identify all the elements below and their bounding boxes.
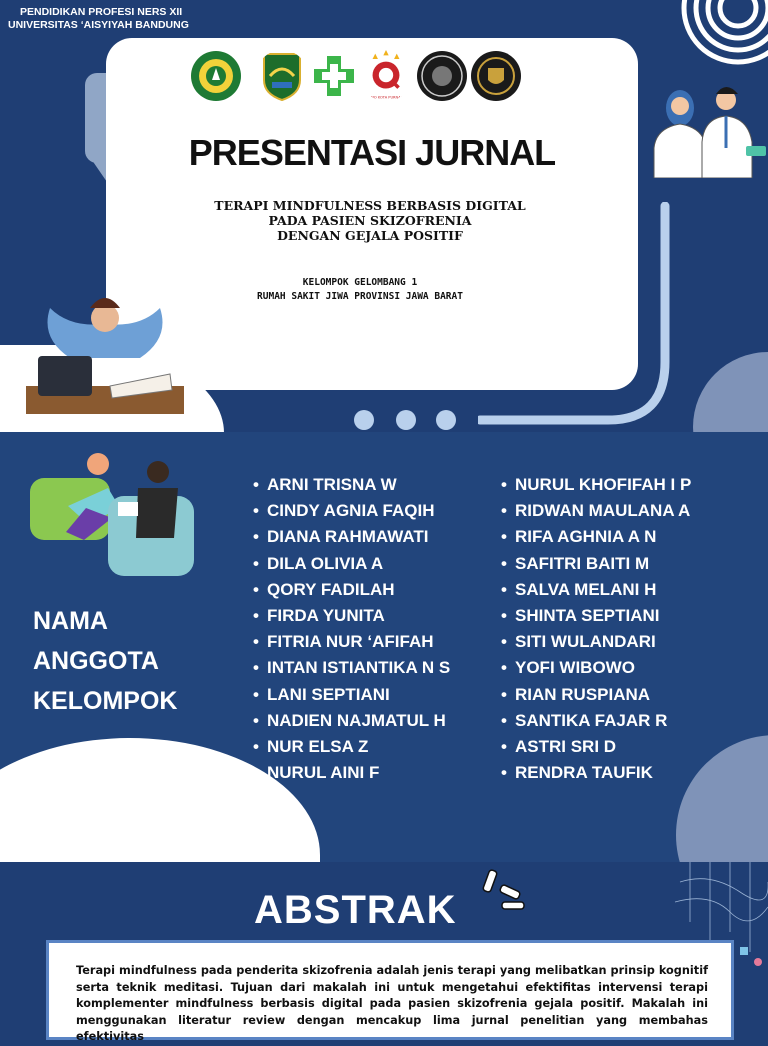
list-item	[501, 524, 691, 550]
member-name: FIRDA YUNITA	[267, 606, 385, 626]
subtitle-line: PADA PASIEN SKIZOFRENIA	[268, 213, 472, 228]
bullet: •	[501, 658, 507, 678]
therapy-session-illustration	[28, 448, 198, 588]
bullet: •	[253, 475, 259, 494]
list-item	[253, 708, 450, 734]
list-item	[501, 603, 691, 629]
list-item	[253, 760, 450, 786]
page-title: PRESENTASI JURNAL	[188, 132, 556, 173]
bullet: •	[501, 501, 507, 521]
member-name: NURUL KHOFIFAH I P	[515, 475, 692, 494]
member-name: DILA OLIVIA A	[267, 553, 384, 573]
bullet: •	[253, 737, 259, 757]
hospital-logo-icon	[362, 50, 410, 102]
group-line: RUMAH SAKIT JIWA PROVINSI JAWA BARAT	[257, 291, 463, 302]
doctors-illustration	[646, 78, 768, 178]
bullet: •	[253, 684, 259, 704]
header-line-1: PENDIDIKAN PROFESI NERS XII	[20, 6, 183, 18]
bullet: •	[253, 501, 259, 521]
list-item	[253, 655, 450, 681]
member-name: ARNI TRISNA W	[267, 475, 397, 494]
dark-badge-icon	[416, 50, 468, 102]
header-line-2: UNIVERSITAS ‘AISYIYAH BANDUNG	[8, 19, 189, 31]
gold-badge-icon	[470, 50, 522, 102]
list-item	[501, 708, 691, 734]
group-line: KELOMPOK GELOMBANG 1	[302, 277, 418, 288]
medical-cross-logo-icon	[308, 50, 360, 102]
spiral-decoration-icon	[676, 0, 768, 80]
member-name: NUR ELSA Z	[267, 737, 369, 757]
list-item	[501, 734, 691, 760]
bullet: •	[253, 632, 259, 652]
bullet: •	[501, 553, 507, 573]
member-list-column-1	[253, 472, 450, 786]
member-name: QORY FADILAH	[267, 579, 395, 599]
decorative-curve	[478, 202, 670, 425]
west-java-emblem-icon	[256, 50, 308, 102]
member-name: RIAN RUSPIANA	[515, 684, 651, 704]
members-heading	[33, 601, 177, 721]
subtitle-line: DENGAN GEJALA POSITIF	[277, 228, 463, 243]
member-name: SHINTA SEPTIANI	[515, 606, 660, 626]
member-name: FITRIA NUR ‘AFIFAH	[267, 632, 434, 652]
list-item	[253, 472, 450, 498]
bullet: •	[501, 710, 507, 730]
list-item	[501, 655, 691, 681]
list-item	[253, 734, 450, 760]
decorative-tag-tail	[85, 150, 107, 182]
header-institution	[8, 6, 189, 32]
member-name: NADIEN NAJMATUL H	[267, 710, 446, 730]
list-item	[253, 682, 450, 708]
members-heading-line: KELOMPOK	[33, 687, 178, 715]
bullet: •	[501, 579, 507, 599]
stressed-student-illustration	[20, 278, 190, 416]
group-info	[200, 276, 520, 304]
logo-row	[186, 50, 526, 108]
abstract-heading: ABSTRAK	[254, 888, 457, 932]
bullet: •	[501, 527, 507, 547]
list-item	[501, 760, 691, 786]
dot	[354, 410, 374, 430]
bullet: •	[501, 684, 507, 704]
list-item	[501, 498, 691, 524]
bullet: •	[253, 527, 259, 547]
member-name: RENDRA TAUFIK	[515, 763, 653, 783]
member-name: RIFA AGHNIA A N	[515, 527, 657, 547]
list-item	[253, 629, 450, 655]
hospital-logo-text: DEMO KOTA PURNAMA	[365, 95, 407, 100]
member-name: NURUL AINI F	[267, 763, 380, 783]
member-name: SALVA MELANI H	[515, 579, 657, 599]
list-item	[501, 577, 691, 603]
member-name: RIDWAN MAULANA A	[515, 501, 691, 521]
list-item	[501, 629, 691, 655]
bullet: •	[253, 658, 259, 678]
member-name: LANI SEPTIANI	[267, 684, 390, 704]
list-item	[253, 498, 450, 524]
dot	[396, 410, 416, 430]
list-item	[501, 472, 691, 498]
list-item	[501, 551, 691, 577]
university-seal-icon	[190, 50, 242, 102]
member-name: DIANA RAHMAWATI	[267, 527, 429, 547]
member-name: INTAN ISTIANTIKA N S	[267, 658, 451, 678]
bullet: •	[253, 606, 259, 626]
bullet: •	[253, 553, 259, 573]
bullet: •	[501, 475, 507, 494]
sparkle-icon	[482, 866, 528, 916]
bullet: •	[501, 606, 507, 626]
bullet: •	[501, 763, 507, 783]
bullet: •	[253, 579, 259, 599]
member-name: ASTRI SRI D	[515, 737, 617, 757]
bullet: •	[253, 710, 259, 730]
member-name: SAFITRI BAITI M	[515, 553, 650, 573]
abstract-text: Terapi mindfulness pada penderita skizofrenia adalah jenis terapi yang melibatkan prinsip kognitif serta teknik meditasi. Tujuan dari makalah ini untuk mengetahui efektifitas intervensi terapi komplementer mindfulness berbasis digital pada pasien skizofrenia gejala positif. Makalah ini menggunakan literatur review dengan mencakup lima jurnal penelitian yang membahas efektivitas	[76, 964, 708, 1043]
members-heading-line: NAMA	[33, 607, 108, 635]
dot	[436, 410, 456, 430]
member-name: CINDY AGNIA FAQIH	[267, 501, 435, 521]
list-item	[253, 524, 450, 550]
member-name: SANTIKA FAJAR R	[515, 710, 668, 730]
list-item	[253, 551, 450, 577]
members-heading-line: ANGGOTA	[33, 647, 159, 675]
bullet: •	[501, 632, 507, 652]
subtitle-line: TERAPI MINDFULNESS BERBASIS DIGITAL	[214, 198, 526, 213]
list-item	[253, 577, 450, 603]
bullet: •	[501, 737, 507, 757]
list-item	[253, 603, 450, 629]
member-name: YOFI WIBOWO	[515, 658, 635, 678]
member-name: SITI WULANDARI	[515, 632, 656, 652]
member-list-column-2	[501, 472, 691, 786]
list-item	[501, 682, 691, 708]
